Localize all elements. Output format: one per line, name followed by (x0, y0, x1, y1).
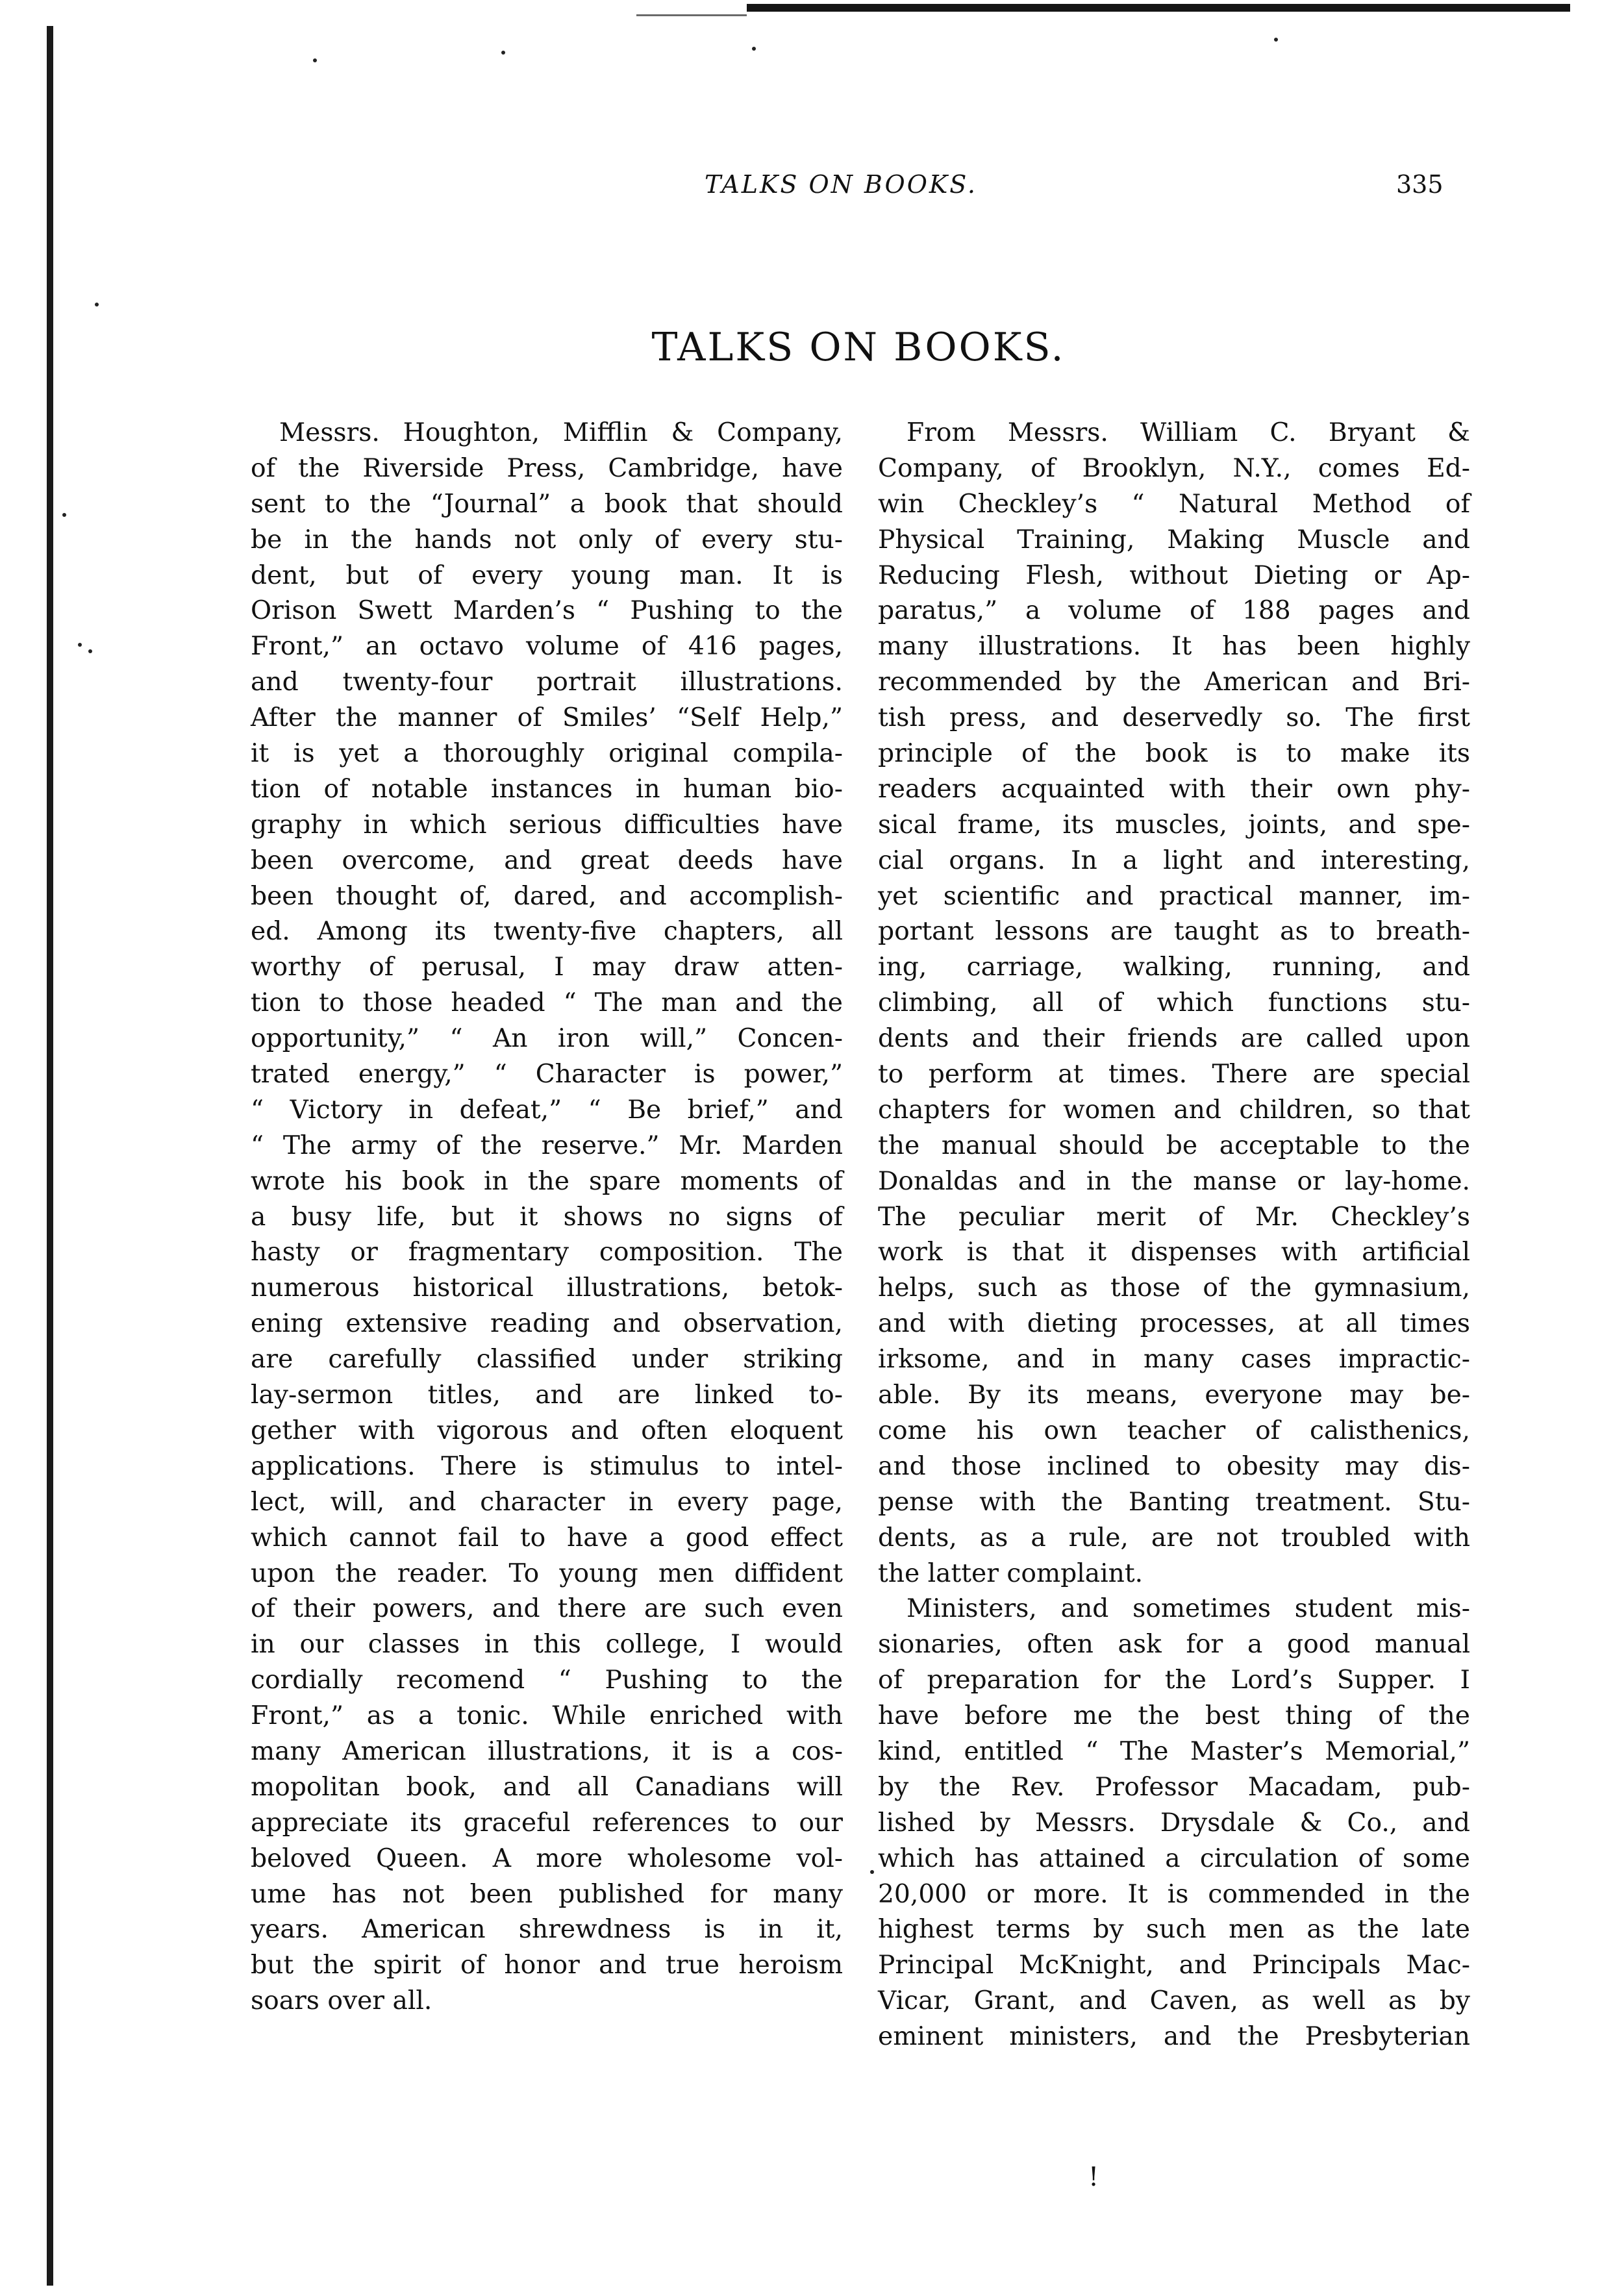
text-line: many illustrations. It has been highly (878, 632, 1470, 662)
text-line: readers acquainted with their own phy- (878, 774, 1470, 804)
text-line: soars over all. (251, 1986, 432, 2016)
text-line: cordially recomend “ Pushing to the (251, 1666, 843, 1695)
text-line: the manual should be acceptable to the (878, 1130, 1470, 1160)
text-line: but the spirit of honor and true heroism (251, 1951, 843, 1980)
text-line: Physical Training, Making Muscle and (878, 525, 1470, 555)
text-line: mopolitan book, and all Canadians will (251, 1772, 843, 1802)
text-line: of the Riverside Press, Cambridge, have (251, 453, 843, 483)
text-line: chapters for women and children, so that (878, 1095, 1470, 1125)
left-column (251, 416, 843, 2019)
text-line: gether with vigorous and often eloquent (251, 1416, 843, 1445)
text-line: it is yet a thoroughly original compila- (251, 739, 843, 769)
scan-top-rule-thin (636, 14, 747, 16)
text-line: are carefully classified under striking (251, 1345, 843, 1375)
text-line: by the Rev. Professor Macadam, pub- (878, 1772, 1470, 1802)
text-line: highest terms by such men as the late (878, 1915, 1470, 1945)
text-line: The peculiar merit of Mr. Checkley’s (878, 1202, 1470, 1232)
scan-speck (62, 513, 66, 517)
text-line: tion of notable instances in human bio- (251, 774, 843, 804)
text-line: kind, entitled “ The Master’s Memorial,” (878, 1736, 1470, 1766)
text-line: “ Victory in defeat,” “ Be brief,” and (251, 1095, 843, 1125)
text-line: Front,” as a tonic. While enriched with (251, 1701, 843, 1731)
text-line: Messrs. Houghton, Mifflin & Company, (279, 418, 843, 447)
running-head: TALKS ON BOOKS. (705, 170, 978, 199)
text-line: ening extensive reading and observation, (251, 1309, 843, 1339)
text-line: which cannot fail to have a good effect (251, 1523, 843, 1553)
text-line: hasty or fragmentary composition. The (251, 1238, 843, 1267)
text-line: 20,000 or more. It is commended in the (878, 1879, 1470, 1909)
text-line: cial organs. In a light and interesting, (878, 845, 1470, 875)
text-line: ing, carriage, walking, running, and (878, 953, 1470, 982)
text-line: have before me the best thing of the (878, 1701, 1470, 1731)
text-line: helps, such as those of the gymnasium, (878, 1273, 1470, 1303)
text-line: opportunity,” “ An iron will,” Concen- (251, 1024, 843, 1054)
text-line: portant lessons are taught as to breath- (878, 917, 1470, 947)
text-line: to perform at times. There are special (878, 1060, 1470, 1090)
text-line: worthy of perusal, I may draw atten- (251, 953, 843, 982)
text-line: climbing, all of which functions stu- (878, 988, 1470, 1018)
text-line: work is that it dispenses with artificial (878, 1238, 1470, 1267)
text-line: Principal McKnight, and Principals Mac- (878, 1951, 1470, 1980)
text-line: wrote his book in the spare moments of (251, 1166, 843, 1196)
text-line: years. American shrewdness is in it, (251, 1915, 843, 1945)
text-line: come his own teacher of calisthenics, (878, 1416, 1470, 1445)
right-column (878, 416, 1470, 2055)
text-line: yet scientific and practical manner, im- (878, 881, 1470, 911)
text-line: win Checkley’s “ Natural Method of (878, 489, 1470, 519)
text-line: Orison Swett Marden’s “ Pushing to the (251, 596, 843, 626)
text-line: From Messrs. William C. Bryant & (907, 418, 1470, 447)
scan-speck (88, 649, 92, 653)
text-line: lay-sermon titles, and are linked to- (251, 1380, 843, 1410)
text-line: sent to the “Journal” a book that should (251, 489, 843, 519)
text-line: able. By its means, everyone may be- (878, 1380, 1470, 1410)
text-line: ed. Among its twenty-five chapters, all (251, 917, 843, 947)
text-line: eminent ministers, and the Presbyterian (878, 2022, 1470, 2052)
text-line: After the manner of Smiles’ “Self Help,” (251, 703, 843, 733)
text-line: a busy life, but it shows no signs of (251, 1202, 843, 1232)
text-line: of preparation for the Lord’s Supper. I (878, 1666, 1470, 1695)
scan-top-rule (747, 4, 1570, 12)
text-line: been thought of, dared, and accomplish- (251, 881, 843, 911)
text-line: dents, as a rule, are not troubled with (878, 1523, 1470, 1553)
text-line: and those inclined to obesity may dis- (878, 1451, 1470, 1481)
text-line: “ The army of the reserve.” Mr. Marden (251, 1130, 843, 1160)
text-line: tish press, and deservedly so. The first (878, 703, 1470, 733)
text-line: the latter complaint. (878, 1558, 1144, 1588)
text-line: been overcome, and great deeds have (251, 845, 843, 875)
page-number: 335 (1396, 170, 1444, 199)
text-line: Company, of Brooklyn, N.Y., comes Ed- (878, 453, 1470, 483)
text-line: appreciate its graceful references to our (251, 1808, 843, 1838)
text-line: beloved Queen. A more wholesome vol- (251, 1843, 843, 1873)
scan-speck (313, 58, 317, 62)
text-line: dents and their friends are called upon (878, 1024, 1470, 1054)
scan-speck (95, 303, 99, 306)
text-line: which has attained a circulation of some (878, 1843, 1470, 1873)
text-line: many American illustrations, it is a cos- (251, 1736, 843, 1766)
text-line: sical frame, its muscles, joints, and spe- (878, 810, 1470, 840)
text-line: dent, but of every young man. It is (251, 560, 843, 590)
scan-speck (752, 47, 756, 51)
text-line: numerous historical illustrations, betok- (251, 1273, 843, 1303)
scan-speck (78, 643, 82, 647)
article-title: TALKS ON BOOKS. (651, 325, 1066, 370)
text-line: tion to those headed “ The man and the (251, 988, 843, 1018)
text-line: sionaries, often ask for a good manual (878, 1630, 1470, 1660)
text-line: pense with the Banting treatment. Stu- (878, 1487, 1470, 1517)
text-line: and with dieting processes, at all times (878, 1309, 1470, 1339)
text-line: Ministers, and sometimes student mis- (907, 1594, 1470, 1624)
text-line: Vicar, Grant, and Caven, as well as by (878, 1986, 1470, 2016)
text-line: ume has not been published for many (251, 1879, 843, 1909)
scan-speck (501, 51, 505, 55)
text-line: principle of the book is to make its (878, 739, 1470, 769)
scan-speck (1274, 38, 1278, 42)
text-line: be in the hands not only of every stu- (251, 525, 843, 555)
text-line: trated energy,” “ Character is power,” (251, 1060, 843, 1090)
text-line: Reducing Flesh, without Dieting or Ap- (878, 560, 1470, 590)
text-line: applications. There is stimulus to intel- (251, 1451, 843, 1481)
text-line: recommended by the American and Bri- (878, 668, 1470, 697)
text-line: irksome, and in many cases impractic- (878, 1345, 1470, 1375)
text-line: of their powers, and there are such even (251, 1594, 843, 1624)
text-line: and twenty-four portrait illustrations. (251, 668, 843, 697)
text-line: Front,” an octavo volume of 416 pages, (251, 632, 843, 662)
text-line: lect, will, and character in every page, (251, 1487, 843, 1517)
footer-mark: ! (1088, 2162, 1099, 2192)
scan-speck (870, 1870, 874, 1874)
text-line: upon the reader. To young men diffident (251, 1558, 843, 1588)
text-line: Donaldas and in the manse or lay-home. (878, 1166, 1470, 1196)
text-line: in our classes in this college, I would (251, 1630, 843, 1660)
text-line: paratus,” a volume of 188 pages and (878, 596, 1470, 626)
text-line: lished by Messrs. Drysdale & Co., and (878, 1808, 1470, 1838)
text-line: graphy in which serious difficulties have (251, 810, 843, 840)
